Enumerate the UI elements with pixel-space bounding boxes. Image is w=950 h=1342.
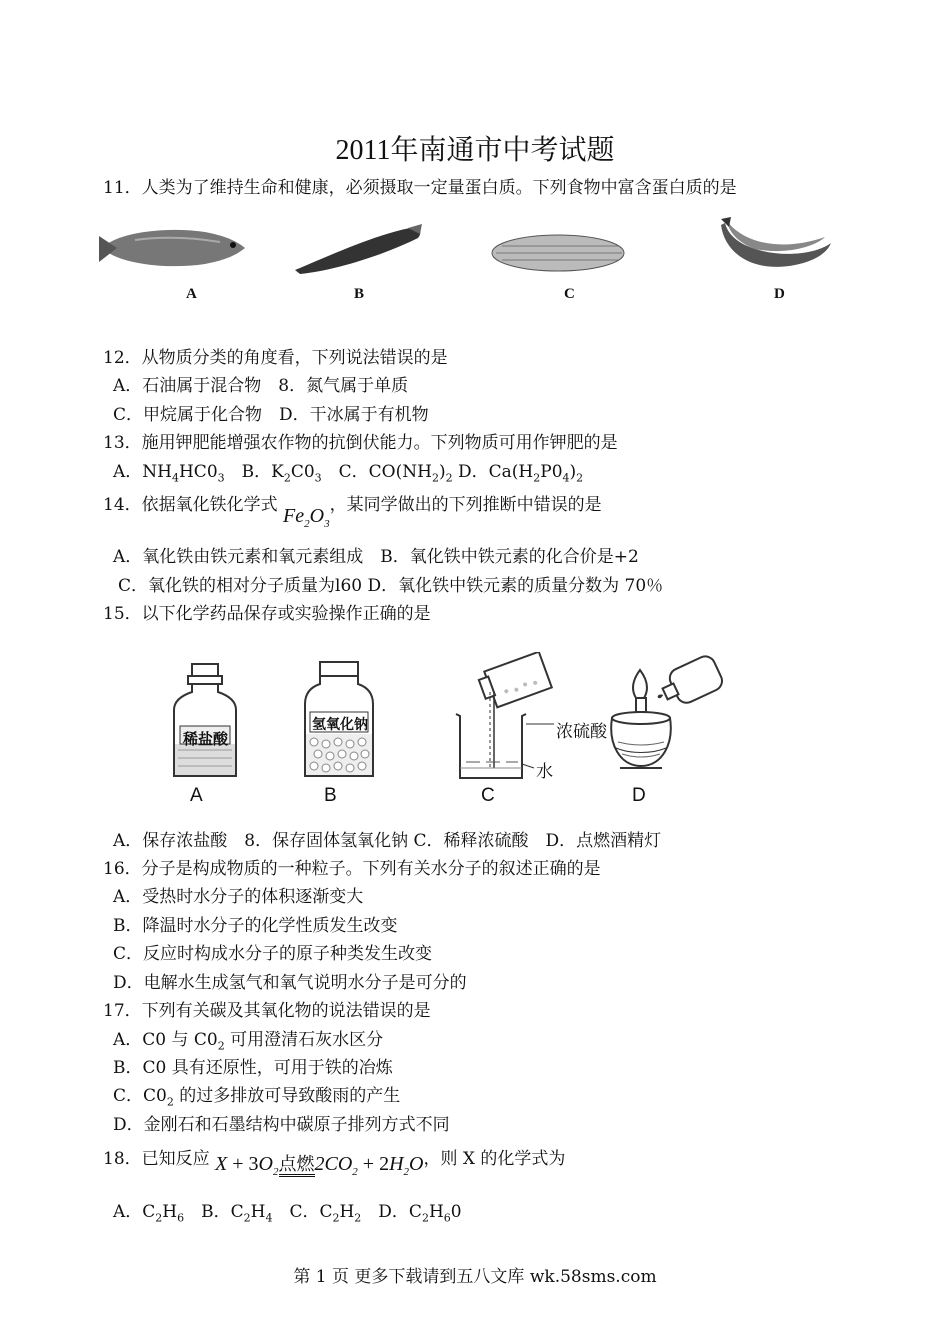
corn-image [490,232,630,274]
q15-options: A．保存浓盐酸 8．保存固体氢氧化钠 C．稀释浓硫酸 D．点燃酒精灯 [113,831,662,851]
q17-option-d: D．金刚石和石墨结构中碳原子排列方式不同 [113,1115,450,1135]
q16-option-c: C．反应时构成水分子的原子种类发生改变 [113,944,433,964]
q14-option-ab: A．氧化铁由铁元素和氧元素组成 B．氧化铁中铁元素的化合价是+2 [113,547,639,567]
q17-option-b: B．C0 具有还原性，可用于铁的冶炼 [113,1058,393,1078]
formula-fe2o3: $Fe_2O_3$ [283,505,330,530]
question-18: 18．已知反应 $X + 3O_2$点燃$2CO_2 + 2H_2O$，则 X 的化学式为 [103,1149,566,1178]
bottle-a-image [170,662,240,780]
water-label: 水 [536,762,553,781]
q12-option-ab: A．石油属于混合物 8．氮气属于单质 [113,376,409,396]
fish-image [95,218,250,278]
q17-option-c: C．$C0_2$ 的过多排放可导致酸雨的产生 [113,1086,401,1109]
question-15: 15．以下化学药品保存或实验操作正确的是 [103,604,431,624]
figure-label-a: A [186,286,197,302]
q18-options: A．$C_2H_6$ B．$C_2H_4$ C．$C_2H_2$ D．$C_2H_60$ [113,1202,462,1225]
q13-options: A．$NH_4HC0_3$ B．$K_2C0_3$ C．$CO(NH_2)_2$ D．$Ca(H_2P0_4)_2$ [113,462,584,485]
q15-label-a: A [190,785,203,806]
banana-image [715,215,835,277]
q14-option-cd: C．氧化铁的相对分子质量为l60 D．氧化铁中铁元素的质量分数为 70％ [118,576,664,596]
page-footer: 第 1 页 更多下载请到五八文库 wk.58sms.com [293,1267,657,1287]
figure-label-c: C [564,286,575,302]
question-14: 14．依据氧化铁化学式 $Fe_2O_3$，某同学做出的下列推断中错误的是 [103,495,602,530]
figure-label-d: D [774,286,785,302]
q16-option-d: D．电解水生成氢气和氧气说明水分子是可分的 [113,973,467,993]
q16-option-b: B．降温时水分子的化学性质发生改变 [113,916,398,936]
question-17: 17．下列有关碳及其氧化物的说法错误的是 [103,1001,431,1021]
figure-label-b: B [354,286,365,302]
question-12: 12．从物质分类的角度看，下列说法错误的是 [103,348,448,368]
acid-label: 浓硫酸 [556,722,607,741]
question-13: 13．施用钾肥能增强农作物的抗倒伏能力。下列物质可用作钾肥的是 [103,433,618,453]
question-11: 11．人类为了维持生命和健康，必须摄取一定量蛋白质。下列食物中富含蛋白质的是 [103,178,737,198]
q17-option-a: A．C0 与 $C0_2$ 可用澄清石灰水区分 [113,1030,384,1053]
q15-label-b: B [324,785,337,806]
page-title: 2011年南通市中考试题 [335,135,615,166]
q15-label-c: C [481,785,495,806]
alcohol-lamp-image [600,648,730,778]
bottle-b-label: 氢氧化钠 [312,717,368,733]
q12-option-cd: C．甲烷属于化合物 D．干冰属于有机物 [113,405,429,425]
question-16: 16．分子是构成物质的一种粒子。下列有关水分子的叙述正确的是 [103,859,601,879]
q15-label-d: D [632,785,646,806]
q16-option-a: A．受热时水分子的体积逐渐变大 [113,887,364,907]
eggplant-image [290,222,425,277]
bottle-a-label: 稀盐酸 [183,730,229,748]
reaction-equation: $X + 3O_2$点燃$2CO_2 + 2H_2O$ [215,1153,424,1178]
